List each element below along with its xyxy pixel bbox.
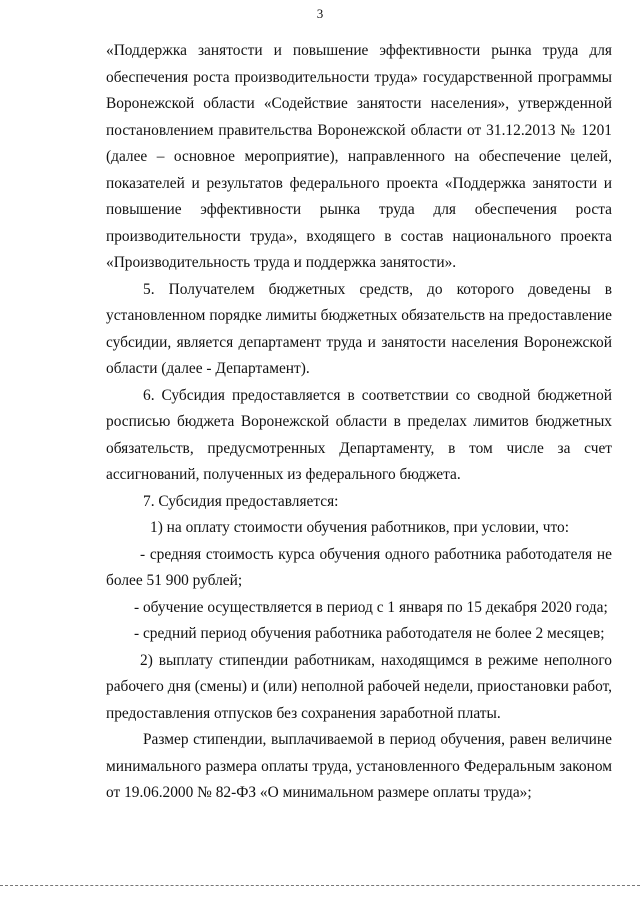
paragraph-item-6: 6. Субсидия предоставляется в соответствии со сводной бюджетной росписью бюджета Воронежской области в пределах лимитов бюджетных обязательств, предусмотренных Департаменту, в том числе за счет ассигнований, полученных из федерального бюджета.: [106, 386, 612, 483]
list-item-course-cost: - средняя стоимость курса обучения одного работника работодателя не более 51 900 рублей;: [106, 545, 612, 589]
paragraph-item-7: 7. Субсидия предоставляется:: [143, 492, 339, 510]
document-body: [106, 38, 612, 807]
paragraph-item-5: 5. Получателем бюджетных средств, до которого доведены в установленном порядке лимиты бюджетных обязательств на предоставление субсидии, является департамент труда и занятости населения Воронежской области (далее - Департамент).: [106, 280, 612, 377]
list-item-training-duration: - средний период обучения работника работодателя не более 2 месяцев;: [134, 625, 605, 642]
list-item-training-period: - обучение осуществляется в период с 1 января по 15 декабря 2020 года;: [134, 598, 608, 616]
paragraph-item-7-1: 1) на оплату стоимости обучения работников, при условии, что:: [150, 519, 570, 536]
page-number: 3: [316, 6, 324, 21]
bottom-divider: [0, 885, 640, 886]
paragraph-item-7-2: 2) выплату стипендии работникам, находящимся в режиме неполного рабочего дня (смены) и (или) неполной рабочей недели, приостановки работ, предоставления отпусков без сохранения заработной платы.: [106, 651, 612, 722]
paragraph-stipend-size: Размер стипендии, выплачиваемой в период обучения, равен величине минимального размера оплаты труда, установленного Федеральным законом от 19.06.2000 № 82-ФЗ «О минимальном размере оплаты труда»;: [106, 731, 612, 801]
paragraph-main-event: «Поддержка занятости и повышение эффективности рынка труда для обеспечения роста производительности труда» государственной программы Воронежской области «Содействие занятости населения», утвержденной постановлением правительства Воронежской области от 31.12.2013 № 1201 (далее – основное мероприятие), направленного на обеспечение целей, показателей и результатов федерального проекта «Поддержка занятости и повышение эффективности рынка труда для обеспечения роста производительности труда», входящего в состав национального проекта «Производительность труда и поддержка занятости».: [106, 42, 612, 271]
